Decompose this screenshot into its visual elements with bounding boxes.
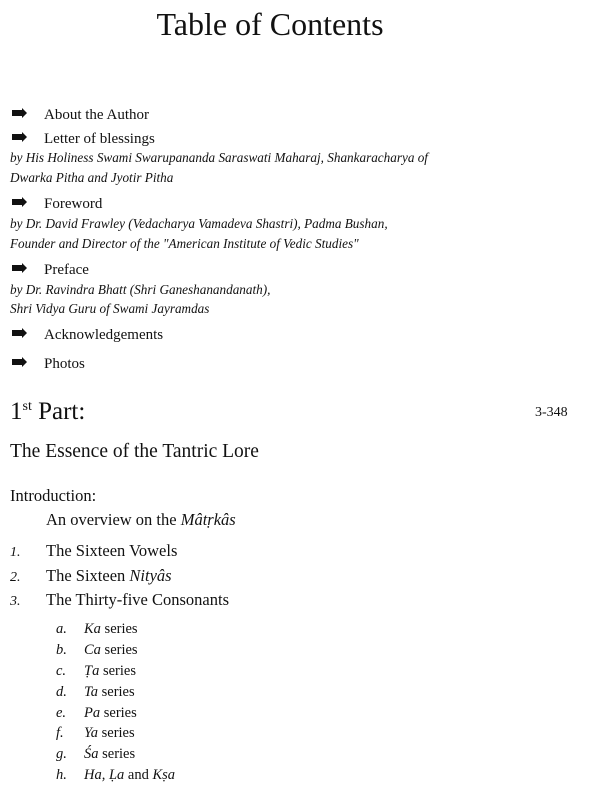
series-letter: d. — [56, 684, 67, 700]
introduction-heading[interactable]: Introduction: — [10, 486, 97, 505]
chapter-item[interactable] — [10, 541, 177, 561]
part-heading[interactable] — [10, 398, 85, 426]
part-word: Part: — [38, 398, 86, 425]
series-letter: e. — [56, 705, 67, 721]
byline-line: by Dr. David Frawley (Vedacharya Vamadeva Shastri), Padma Bushan, — [10, 216, 388, 231]
series-letter: b. — [56, 642, 67, 658]
series-rest: series — [98, 746, 136, 762]
byline-line: by Dr. Ravindra Bhatt (Shri Ganeshanandanath), — [10, 282, 271, 297]
pointing-hand-icon — [10, 327, 30, 341]
byline-line: Shri Vidya Guru of Swami Jayramdas — [10, 301, 210, 316]
series-rest: series — [100, 642, 138, 658]
series-rest: series — [100, 705, 137, 721]
byline-line: Founder and Director of the "American Institute of Vedic Studies" — [10, 236, 359, 251]
pointing-hand-icon — [10, 262, 30, 276]
overview-term: Mâtṛkâs — [180, 510, 236, 529]
series-letter: c. — [56, 663, 67, 679]
series-item[interactable] — [56, 705, 137, 722]
series-rest: series — [99, 663, 136, 679]
series-item[interactable] — [56, 767, 175, 784]
pointing-hand-icon — [10, 131, 30, 145]
series-letter: h. — [56, 767, 67, 783]
series-rest: series — [97, 725, 135, 741]
pointing-hand-icon — [10, 356, 30, 370]
chapter-number: 1. — [10, 545, 21, 560]
chapter-title: The Sixteen Vowels — [46, 541, 178, 560]
part-ordinal: st — [22, 399, 32, 414]
toc-item-letter-of-blessings[interactable]: Letter of blessings — [10, 130, 155, 148]
overview-text: An overview on the — [46, 510, 181, 529]
series-letter: g. — [56, 746, 67, 762]
toc-item-foreword[interactable]: Foreword — [10, 195, 102, 213]
byline-line: by His Holiness Swami Swarupananda Saraswati Maharaj, Shankaracharya of — [10, 150, 428, 165]
series-term: Kṣa — [152, 767, 176, 783]
series-term: Ṭa — [84, 663, 100, 679]
pointing-hand-icon — [10, 107, 30, 121]
series-rest: series — [97, 684, 135, 700]
chapter-item[interactable] — [10, 590, 229, 610]
series-item[interactable] — [56, 725, 135, 742]
series-term: Ya — [84, 725, 98, 741]
pointing-hand-icon — [10, 196, 30, 210]
series-rest: series — [100, 621, 138, 637]
series-item[interactable] — [56, 621, 138, 638]
series-letter: a. — [56, 621, 67, 637]
chapter-title: The Thirty-five Consonants — [46, 590, 229, 609]
chapter-number: 2. — [10, 570, 21, 585]
toc-item-photos[interactable]: Photos — [10, 355, 85, 373]
byline-line: Dwarka Pitha and Jyotir Pitha — [10, 170, 174, 185]
series-term: Ta — [84, 684, 98, 700]
chapter-title-italic: Nityâs — [129, 566, 172, 585]
series-term: Ka — [84, 621, 101, 637]
chapter-number: 3. — [10, 594, 21, 609]
toc-item-acknowledgements[interactable]: Acknowledgements — [10, 326, 163, 344]
series-term: Pa — [84, 705, 101, 721]
toc-item-preface[interactable]: Preface — [10, 261, 89, 279]
series-item[interactable] — [56, 642, 138, 659]
part-title[interactable]: The Essence of the Tantric Lore — [10, 441, 259, 462]
series-term: Ha, Ḷa — [84, 767, 125, 783]
introduction-overview[interactable] — [46, 510, 236, 530]
series-letter: f. — [56, 725, 64, 741]
chapter-item[interactable] — [10, 566, 172, 586]
series-term: Śa — [84, 746, 99, 762]
series-item[interactable] — [56, 684, 135, 701]
part-number: 1 — [10, 398, 23, 425]
page-title: Table of Contents — [156, 6, 384, 42]
series-item[interactable] — [56, 746, 135, 763]
toc-item-about-author[interactable]: About the Author — [10, 106, 149, 124]
chapter-title: The Sixteen — [46, 566, 130, 585]
part-page-range: 3-348 — [535, 405, 568, 420]
series-item[interactable] — [56, 663, 136, 680]
series-term: Ca — [84, 642, 101, 658]
series-rest: and — [124, 767, 153, 783]
